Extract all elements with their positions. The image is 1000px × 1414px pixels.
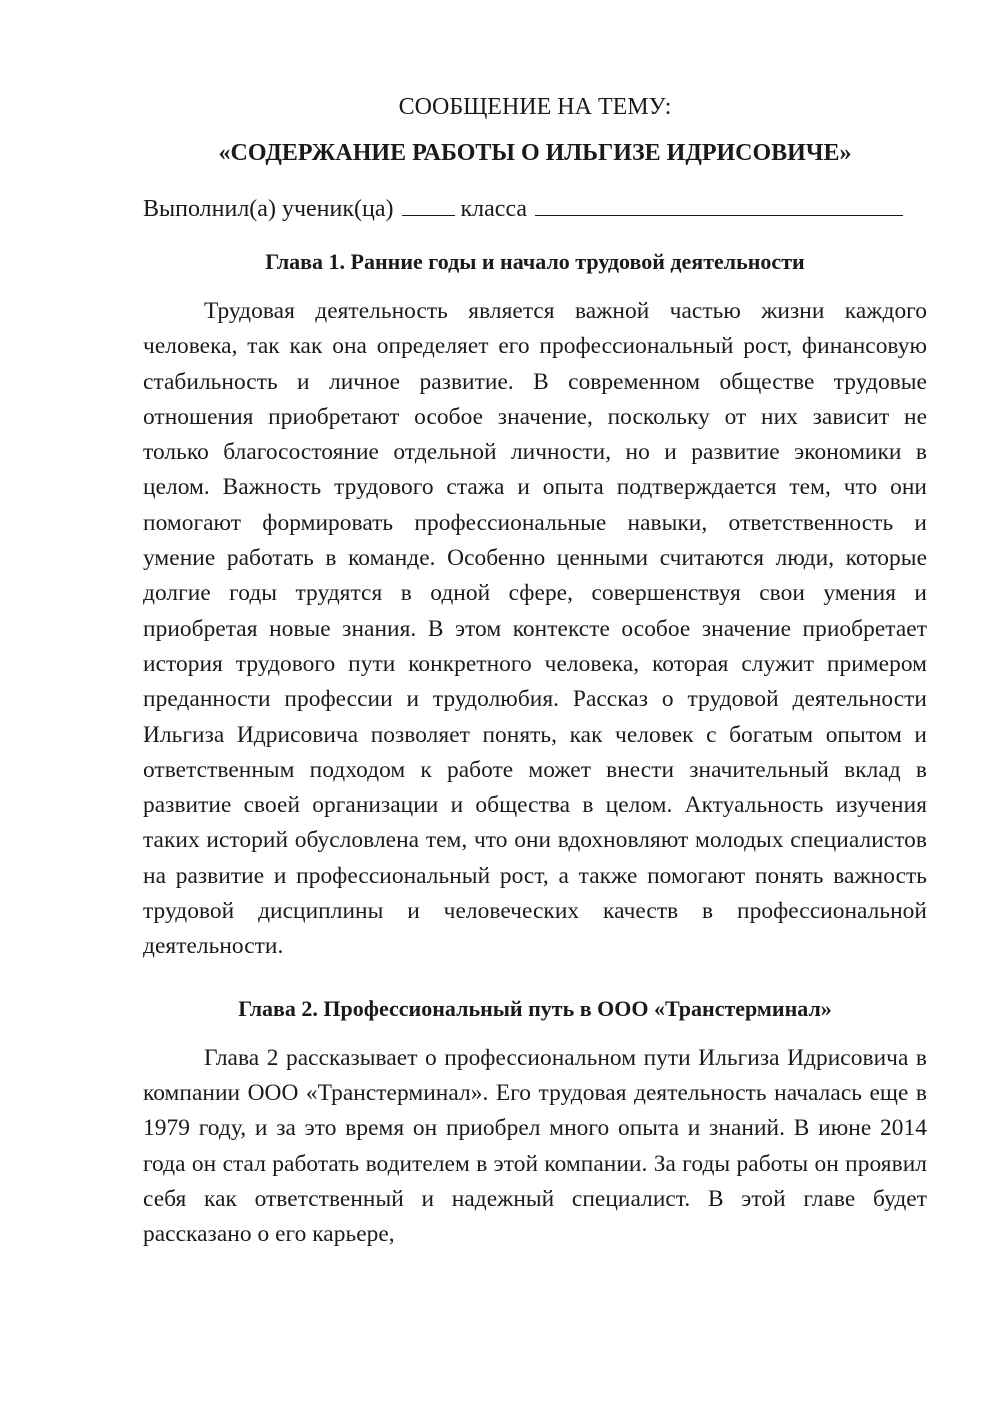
class-label: класса (460, 196, 528, 222)
chapter-1-heading: Глава 1. Ранние годы и начало трудовой деятельности (265, 249, 805, 274)
document-page (143, 90, 927, 1252)
document-title: СООБЩЕНИЕ НА ТЕМУ: (398, 94, 672, 120)
class-letter-blank (535, 193, 903, 216)
chapter-2-paragraph: Глава 2 рассказывает о профессиональном пути Ильгиза Идрисовича в компании ООО «Транстерминал». Его трудовая деятельность началась еще в 1979 году, и за это время он приобрел много опыта и знаний. В июне 2014 года он стал работать водителем в этой компании. За годы работы он проявил себя как ответственный и надежный специалист. В этой главе будет рассказано о его карьере, (143, 1044, 927, 1248)
chapter-2-heading: Глава 2. Профессиональный путь в ООО «Транстерминал» (238, 995, 832, 1021)
chapter-1-paragraph: Трудовая деятельность является важной частью жизни каждого человека, так как она определяет его профессиональный рост, финансовую стабильность и личное развитие. В современном обществе трудовые отношения приобретают особое значение, поскольку от них зависит не только благосостояние отдельной личности, но и развитие экономики в целом. Важность трудового стажа и опыта подтверждается тем, что они помогают формировать профессиональные навыки, ответственность и умение работать в команде. Особенно ценными считаются люди, которые долгие годы трудятся в одной сфере, совершенствуя свои умения и приобретая новые знания. В этом контексте особое значение приобретает история трудового пути конкретного человека, которая служит примером преданности профессии и трудолюбия. Рассказ о трудовой деятельности Ильгиза Идрисовича позволяет понять, как человек с богатым опытом и ответственным подходом к работе может внести значительный вклад в развитие своей организации и общества в целом. Актуальность изучения таких историй обусловлена тем, что они вдохновляют молодых специалистов на развитие и профессиональный рост, а также помогают понять важность трудовой дисциплины и человеческих качеств в профессиональной деятельности. (143, 298, 927, 960)
author-line (143, 192, 927, 226)
document-subtitle: «СОДЕРЖАНИЕ РАБОТЫ О ИЛЬГИЗЕ ИДРИСОВИЧЕ» (218, 140, 852, 166)
author-prefix: Выполнил(а) ученик(ца) (143, 196, 394, 222)
class-number-blank (402, 193, 455, 216)
